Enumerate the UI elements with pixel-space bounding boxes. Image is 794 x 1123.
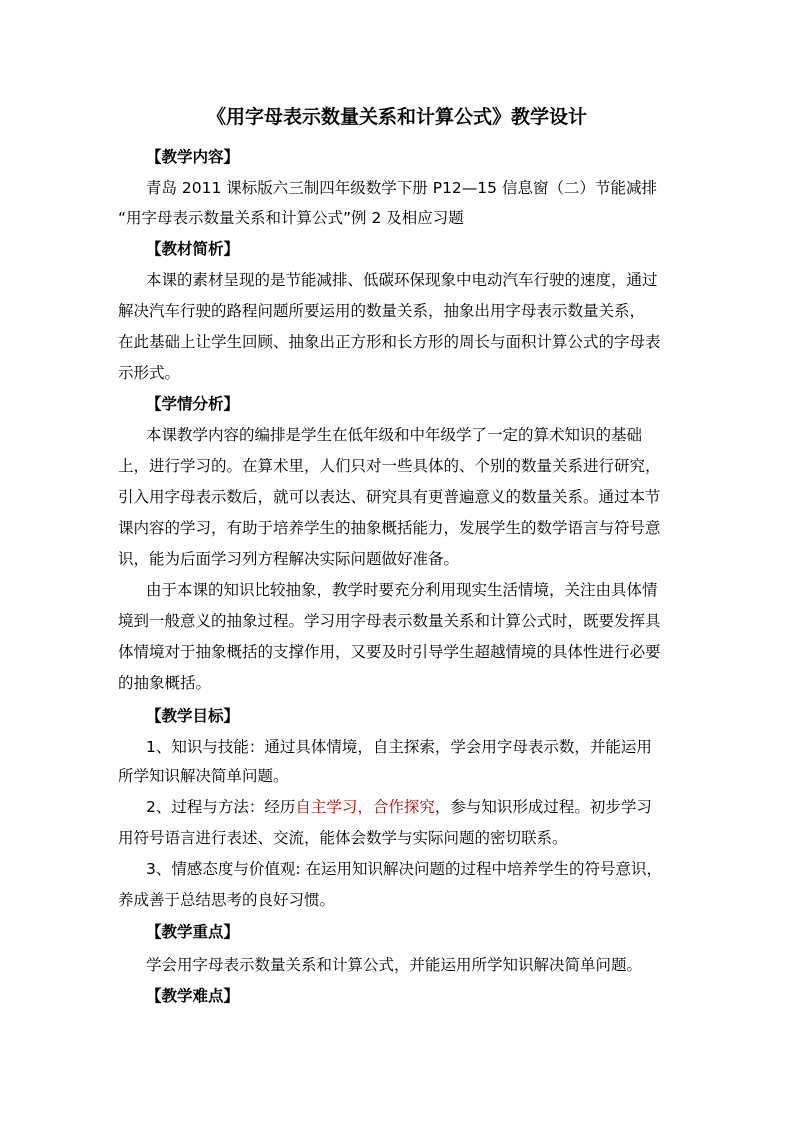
heading-difficulties: 【教学难点】 <box>146 987 240 1005</box>
heading-teaching-content: 【教学内容】 <box>146 148 240 166</box>
students-line-9: 的抽象概括。 <box>118 674 212 692</box>
goal2-prefix: 2、过程与方法：经历 <box>146 798 296 816</box>
goal1-line-2: 所学知识解决简单问题。 <box>118 767 289 785</box>
goal2-highlight-self-study: 自主学习 <box>295 798 358 816</box>
heading-student-analysis: 【学情分析】 <box>146 395 240 413</box>
heading-key-points: 【教学重点】 <box>146 923 240 941</box>
key-points-line-1: 学会用字母表示数量关系和计算公式，并能运用所学知识解决简单问题。 <box>146 956 643 974</box>
content-line-1: 青岛 2011 课标版六三制四年级数学下册 P12—15 信息窗（二）节能减排 <box>146 179 657 197</box>
textbook-line-1: 本课的素材呈现的是节能减排、低碳环保现象中电动汽车行驶的速度，通过 <box>146 271 658 289</box>
goal3-line-2: 养成善于总结思考的良好习惯。 <box>118 891 336 909</box>
heading-textbook-analysis: 【教材简析】 <box>146 240 240 258</box>
goal2-highlight-separator: ， <box>357 798 373 816</box>
heading-teaching-goals: 【教学目标】 <box>146 707 240 725</box>
students-line-2: 上，进行学习的。在算术里，人们只对一些具体的、个别的数量关系进行研究， <box>118 457 661 475</box>
students-line-4: 课内容的学习，有助于培养学生的抽象概括能力，发展学生的数学语言与符号意 <box>118 519 661 537</box>
students-line-5: 识，能为后面学习列方程解决实际问题做好准备。 <box>118 550 460 568</box>
goal2-suffix: ，参与知识形成过程。初步学习 <box>434 798 652 816</box>
students-line-3: 引入用字母表示数后，就可以表达、研究具有更普遍意义的数量关系。通过本节 <box>118 488 661 506</box>
content-line-2: “用字母表示数量关系和计算公式”例 2 及相应习题 <box>118 209 464 227</box>
textbook-line-3: 在此基础上让学生回顾、抽象出正方形和长方形的周长与面积计算公式的字母表 <box>118 333 661 351</box>
goal3-line-1: 3、情感态度与价值观: 在运用知识解决问题的过程中培养学生的符号意识， <box>146 860 663 878</box>
goal1-line-1: 1、知识与技能：通过具体情境，自主探索，学会用字母表示数，并能运用 <box>146 738 652 756</box>
students-line-1: 本课教学内容的编排是学生在低年级和中年级学了一定的算术知识的基础 <box>146 426 643 444</box>
students-line-8: 体情境对于抽象概括的支撑作用，又要及时引导学生超越情境的具体性进行必要 <box>118 643 661 661</box>
goal2-line-2: 用符号语言进行表述、交流，能体会数学与实际问题的密切联系。 <box>118 829 568 847</box>
textbook-line-4: 示形式。 <box>118 364 181 382</box>
students-line-7: 境到一般意义的抽象过程。学习用字母表示数量关系和计算公式时，既要发挥具 <box>118 612 661 630</box>
textbook-line-2: 解决汽车行驶的路程问题所要运用的数量关系，抽象出用字母表示数量关系， <box>118 302 646 320</box>
goal2-line-1 <box>146 795 652 819</box>
document-title: 《用字母表示数量关系和计算公式》教学设计 <box>206 106 587 128</box>
goal2-highlight-cooperation: 合作探究 <box>372 798 435 816</box>
students-line-6: 由于本课的知识比较抽象，教学时要充分利用现实生活情境，关注由具体情 <box>146 581 658 599</box>
